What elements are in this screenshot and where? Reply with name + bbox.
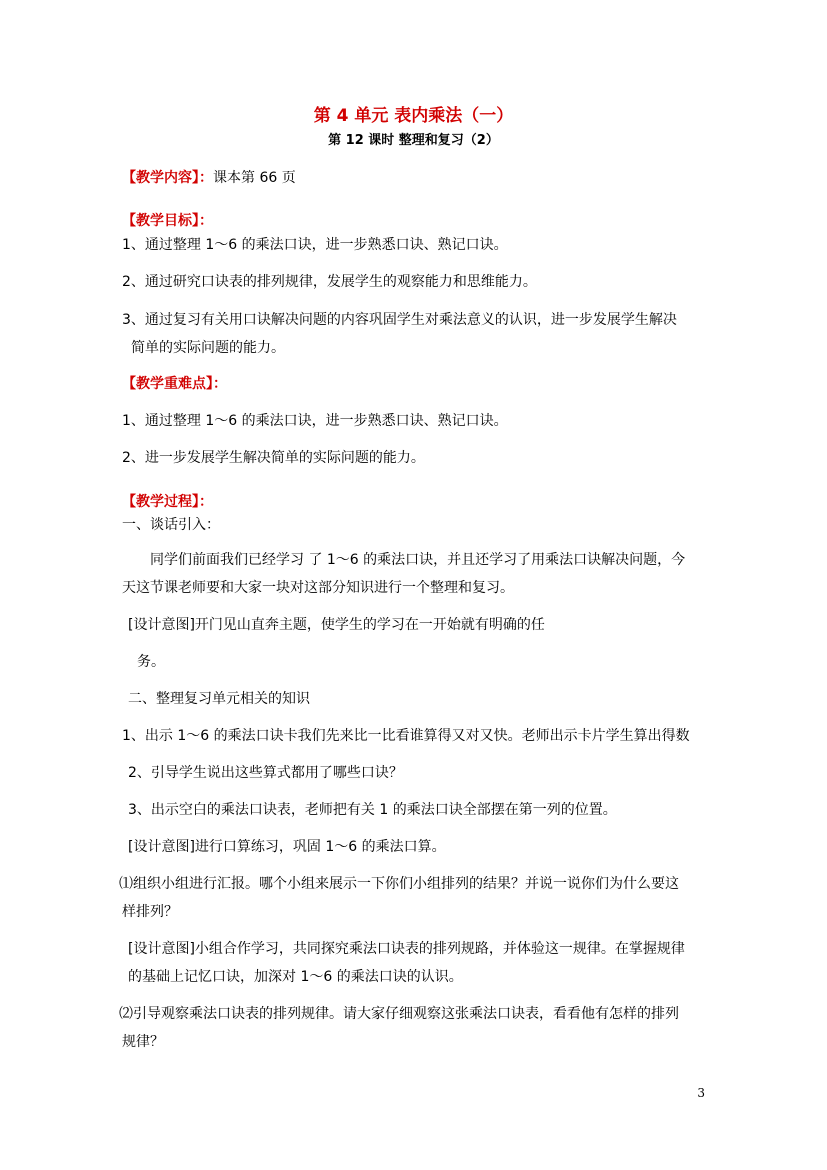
content-text: 课本第 66 页 [213,170,296,186]
process-heading: 一、谈话引入： [122,517,220,533]
goal-item: 3、通过复习有关用口诀解决问题的内容巩固学生对乘法意义的认识，进一步发展学生解决 [122,312,677,328]
goal-item: 1、通过整理 1～6 的乘法口诀，进一步熟悉口诀、熟记口诀。 [122,237,508,253]
key-point-item: 2、进一步发展学生解决简单的实际问题的能力。 [122,450,425,466]
lesson-subtitle: 第 12 课时 整理和复习（2） [328,133,499,148]
goal-item: 2、通过研究口诀表的排列规律，发展学生的观察能力和思维能力。 [122,274,537,290]
design-intent: 的基础上记忆口诀，加深对 1～6 的乘法口诀的认识。 [128,969,463,985]
content-label: 【教学内容】： [122,170,213,186]
process-line: ⑵引导观察乘法口诀表的排列规律。请大家仔细观察这张乘法口诀表，看看他有怎样的排列 [119,1006,679,1022]
process-line: 务。 [137,654,165,670]
design-intent: [设计意图]进行口算练习，巩固 1～6 的乘法口算。 [128,839,446,855]
design-intent: [设计意图]开门见山直奔主题，使学生的学习在一开始就有明确的任 [128,617,545,633]
process-line: ⑴组织小组进行汇报。哪个小组来展示一下你们小组排列的结果？并说一说你们为什么要这 [119,876,679,892]
process-line: 同学们前面我们已经学习 了 1～6 的乘法口诀，并且还学习了用乘法口诀解决问题，今 [150,552,686,568]
page-number: 3 [697,1086,705,1100]
key-points-label: 【教学重难点】： [122,376,227,392]
goal-item: 简单的实际问题的能力。 [131,340,285,356]
process-line: 样排列？ [122,904,178,920]
process-line: 2、引导学生说出这些算式都用了哪些口诀？ [128,765,403,781]
process-heading: 二、整理复习单元相关的知识 [128,691,310,707]
design-intent: [设计意图]小组合作学习，共同探究乘法口诀表的排列规路，并体验这一规律。在掌握规律 [128,941,685,957]
process-line: 天这节课老师要和大家一块对这部分知识进行一个整理和复习。 [122,580,514,596]
process-line: 规律？ [122,1034,164,1050]
process-line: 1、出示 1～6 的乘法口诀卡我们先来比一比看谁算得又对又快。老师出示卡片学生算出得数 [122,728,690,744]
content-section [122,168,296,188]
document-title: 第 4 单元 表内乘法（一） [313,106,514,126]
key-point-item: 1、通过整理 1～6 的乘法口诀，进一步熟悉口诀、熟记口诀。 [122,413,508,429]
process-label: 【教学过程】： [122,494,213,510]
goals-label: 【教学目标】： [122,213,213,229]
process-line: 3、出示空白的乘法口诀表，老师把有关 1 的乘法口诀全部摆在第一列的位置。 [128,802,617,818]
